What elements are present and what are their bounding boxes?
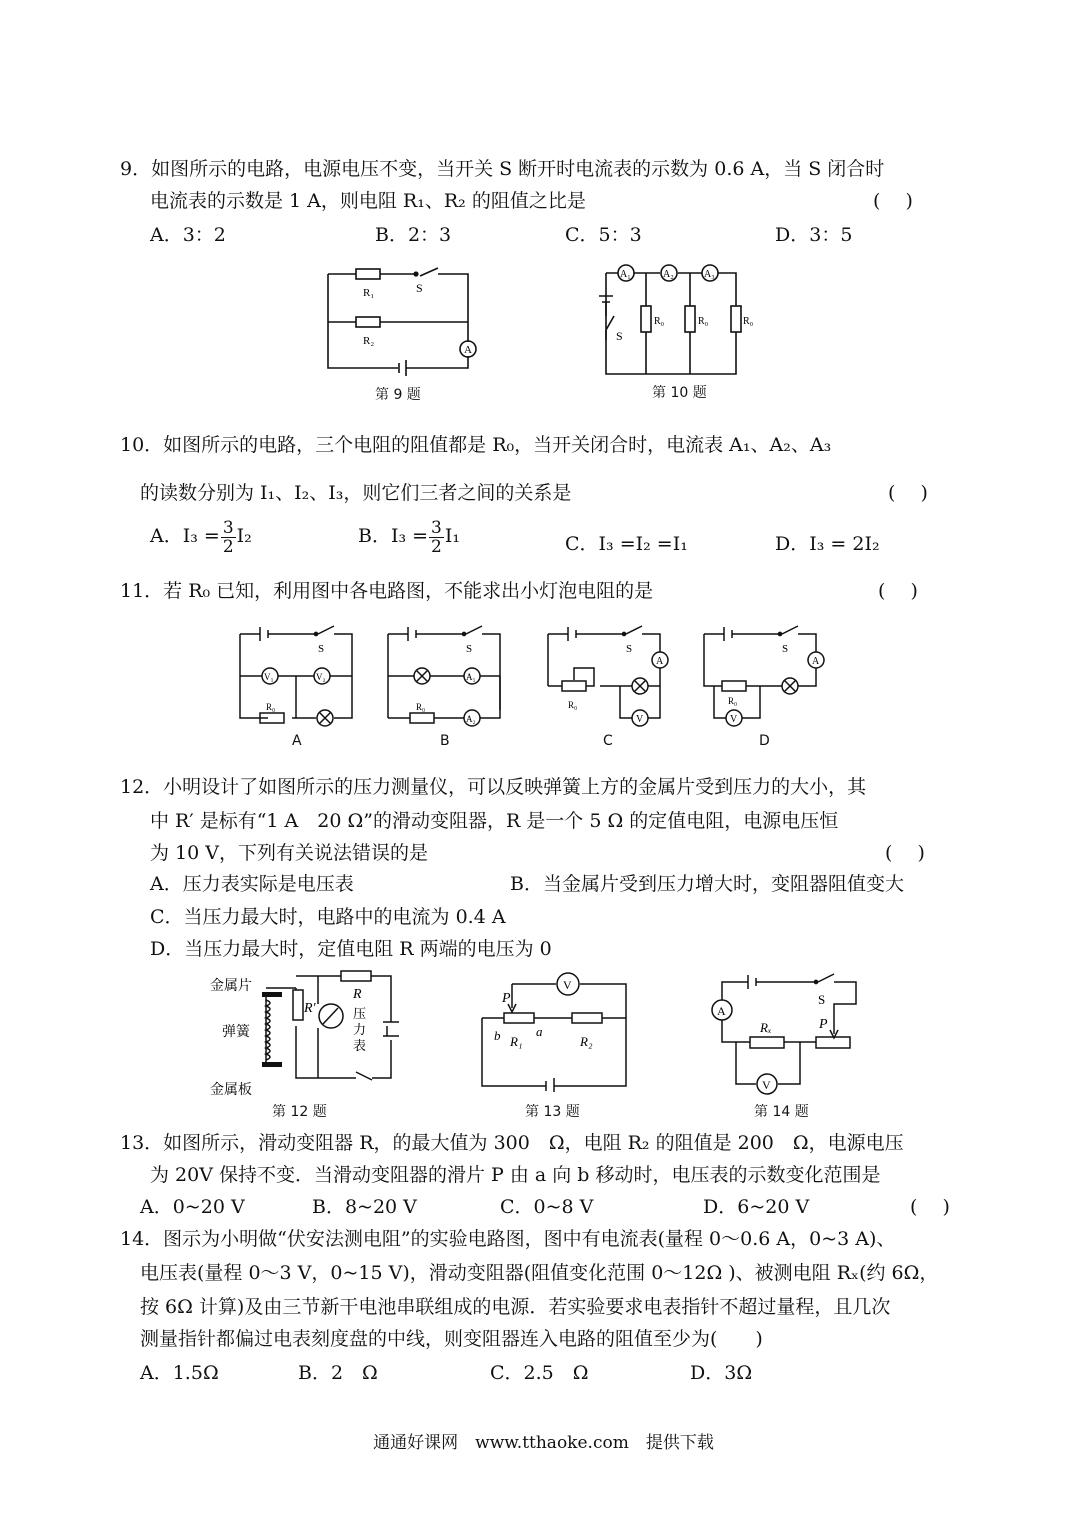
q9-figure-caption: 第 9 题 [375, 387, 421, 403]
q12-r-label: R [353, 987, 362, 1002]
q14-option-c: C．2.5 Ω [490, 1362, 589, 1384]
q13-b-label: b [494, 1028, 501, 1043]
q11-d-r0-label: R₀ [728, 696, 738, 706]
q11-c-voltmeter-label: V [636, 714, 644, 725]
q9-ammeter-label: A [464, 344, 472, 356]
q13-line1: 13．如图所示，滑动变阻器 R，的最大值为 300 Ω，电阻 R₂ 的阻值是 200 Ω，电源电压 [120, 1132, 904, 1154]
q10-option-b-fraction [429, 519, 444, 556]
q14-voltmeter-label: V [762, 1078, 771, 1092]
q11-a-v2-label: V₂ [316, 672, 326, 682]
q11-a-v1-label: V₁ [264, 672, 274, 682]
q10-option-b-lhs: B．I₃ = [358, 525, 429, 547]
q10-a2-label: A₂ [663, 269, 674, 280]
q13-r1-label: R₁ [510, 1034, 523, 1049]
q12-metal-sheet-label: 金属片 [210, 979, 252, 994]
q12-gauge-label-2: 力 [353, 1022, 367, 1037]
q11-figure-label-c: C [603, 733, 613, 749]
q9-option-c: C．5：3 [565, 224, 642, 246]
q13-circuit-diagram [472, 966, 642, 1092]
q9-bracket: ( ) [873, 190, 913, 212]
q10-option-b-rhs: I₁ [444, 525, 460, 547]
q14-switch-label: S [818, 992, 826, 1007]
q10-option-a-rhs: I₂ [236, 525, 252, 547]
q10-option-a [150, 518, 252, 556]
q13-r2-label: R₂ [580, 1034, 593, 1049]
q14-figure-caption: 第 14 题 [754, 1104, 809, 1120]
q11-figure-label-d: D [759, 733, 770, 749]
q12-option-d: D．当压力最大时，定值电阻 R 两端的电压为 0 [150, 938, 552, 960]
q9-line2: 电流表的示数是 1 A，则电阻 R₁、R₂ 的阻值之比是 [150, 190, 586, 212]
q10-line1: 10．如图所示的电路，三个电阻的阻值都是 R₀，当开关闭合时，电流表 A₁、A₂、A₃ [120, 434, 832, 456]
q9-option-b: B．2：3 [375, 224, 452, 246]
q14-option-a: A．1.5Ω [140, 1362, 219, 1384]
q11-circuit-c [540, 622, 680, 730]
q10-r0-label-2: R₀ [698, 316, 709, 327]
q10-a1-label: A₁ [620, 269, 631, 280]
q13-voltmeter-label: V [563, 978, 572, 992]
q11-figure-label-b: B [440, 733, 450, 749]
q10-figure-caption: 第 10 题 [652, 385, 707, 401]
q13-option-d: D．6~20 V [703, 1196, 810, 1218]
q10-option-d: D．I₃ = 2I₂ [775, 533, 880, 555]
q11-c-ammeter-label: A [656, 656, 664, 667]
q14-circuit-diagram [706, 966, 866, 1096]
page-footer: 通通好课网 www.tthaoke.com 提供下载 [373, 1433, 714, 1453]
q10-circuit-diagram [594, 258, 764, 378]
q12-gauge-label-3: 表 [353, 1038, 367, 1053]
q11-a-r0-label: R₀ [266, 702, 276, 712]
q9-r2-label: R₂ [363, 335, 375, 347]
q13-option-b: B．8~20 V [312, 1196, 417, 1218]
q14-line3: 按 6Ω 计算)及由三节新干电池串联组成的电源．若实验要求电表指针不超过量程，且几次 [140, 1296, 891, 1318]
q14-p-label: P [819, 1017, 828, 1032]
q10-a3-label: A₃ [704, 269, 715, 280]
q12-option-b: B．当金属片受到压力增大时，变阻器阻值变大 [510, 873, 904, 895]
q13-line2: 为 20V 保持不变．当滑动变阻器的滑片 P 由 a 向 b 移动时，电压表的示数变化范围是 [150, 1164, 881, 1186]
q12-option-c: C．当压力最大时，电路中的电流为 0.4 A [150, 906, 506, 928]
q13-bracket: ( ) [910, 1196, 950, 1218]
q11-b-a1-label: A₁ [466, 672, 476, 682]
q12-line2: 中 R′ 是标有“1 A 20 Ω”的滑动变阻器，R 是一个 5 Ω 的定值电阻，电源电压恒 [150, 810, 839, 832]
q12-line1: 12．小明设计了如图所示的压力测量仪，可以反映弹簧上方的金属片受到压力的大小，其 [120, 776, 867, 798]
q12-metal-plate-label: 金属板 [210, 1083, 252, 1096]
q9-option-a: A．3：2 [150, 224, 226, 246]
q11-c-r0-label: R₀ [568, 700, 578, 710]
q14-option-b: B．2 Ω [298, 1362, 378, 1384]
q10-option-b-denominator: 2 [431, 536, 442, 557]
q9-switch-label: S [416, 281, 423, 295]
q13-option-a: A．0~20 V [140, 1196, 245, 1218]
q11-figure-label-a: A [292, 733, 302, 749]
q11-circuit-a [232, 622, 362, 730]
q11-d-ammeter-label: A [812, 656, 820, 667]
q13-option-c: C．0~8 V [500, 1196, 594, 1218]
q12-gauge-label-1: 压 [353, 1006, 367, 1021]
q10-option-a-fraction [221, 519, 236, 556]
q10-r0-label-3: R₀ [743, 316, 754, 327]
q11-a-switch-label: S [318, 643, 325, 655]
q12-spring-label: 弹簧 [222, 1025, 250, 1040]
q10-option-a-lhs: A．I₃ = [150, 525, 220, 547]
q10-option-c: C．I₃ =I₂ =I₁ [565, 533, 688, 555]
q12-bracket: ( ) [885, 842, 925, 864]
q14-line1: 14．图示为小明做“伏安法测电阻”的实验电路图，图中有电流表(量程 0～0.6 A，0~3 A)、 [120, 1228, 896, 1250]
q10-option-a-denominator: 2 [222, 536, 234, 557]
q11-c-switch-label: S [626, 643, 633, 655]
q11-b-a2-label: A₂ [466, 714, 476, 724]
q12-option-a: A．压力表实际是电压表 [150, 873, 354, 895]
q14-option-d: D．3Ω [690, 1362, 753, 1384]
q14-line4: 测量指针都偏过电表刻度盘的中线，则变阻器连入电路的阻值至少为( ) [140, 1328, 763, 1350]
q10-line2: 的读数分别为 I₁、I₂、I₃，则它们三者之间的关系是 [140, 482, 572, 504]
q11-circuit-b [380, 622, 510, 730]
q11-d-voltmeter-label: V [730, 714, 738, 725]
q10-switch-label: S [616, 329, 623, 343]
q9-option-d: D．3：5 [775, 224, 853, 246]
q10-option-a-numerator: 3 [222, 517, 234, 538]
q13-a-label: a [536, 1024, 543, 1039]
q11-b-r0-label: R₀ [416, 702, 426, 712]
q14-ammeter-label: A [717, 1004, 726, 1018]
q14-line2: 电压表(量程 0～3 V，0~15 V)，滑动变阻器(阻值变化范围 0～12Ω )、被测电阻 Rₓ(约 6Ω， [140, 1262, 939, 1284]
q14-rx-label: Rₓ [760, 1020, 772, 1035]
q12-line3: 为 10 V，下列有关说法错误的是 [150, 842, 428, 864]
q10-option-b [358, 518, 460, 556]
q13-figure-caption: 第 13 题 [525, 1104, 580, 1120]
q9-line1: 9．如图所示的电路，电源电压不变，当开关 S 断开时电流表的示数为 0.6 A，当 S 闭合时 [120, 158, 885, 180]
q10-bracket: ( ) [888, 482, 928, 504]
q12-figure-caption: 第 12 题 [272, 1104, 327, 1120]
q13-p-label: P [502, 991, 511, 1006]
q9-r1-label: R₁ [363, 287, 375, 299]
q12-pressure-gauge-diagram [206, 966, 416, 1096]
q11-bracket: ( ) [878, 580, 918, 602]
q11-b-switch-label: S [466, 643, 473, 655]
q9-circuit-diagram [318, 262, 478, 402]
q10-option-b-numerator: 3 [431, 517, 442, 538]
q11-line: 11．若 R₀ 已知，利用图中各电路图，不能求出小灯泡电阻的是 [120, 580, 654, 602]
q10-r0-label-1: R₀ [654, 316, 665, 327]
q11-circuit-d [696, 622, 836, 730]
q12-rprime-label: R′ [304, 1001, 316, 1016]
q11-d-switch-label: S [782, 643, 789, 655]
